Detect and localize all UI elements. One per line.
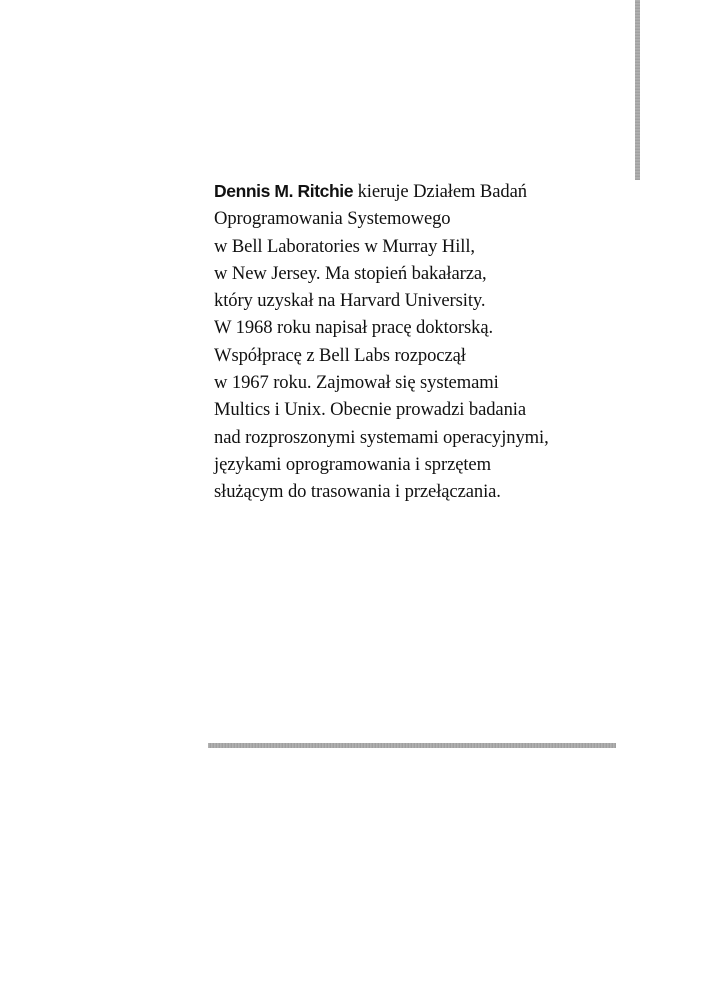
bio-line-12: służącym do trasowania i przełączania. bbox=[214, 481, 501, 503]
bio-line-5: który uzyskał na Harvard University. bbox=[214, 290, 486, 312]
bio-line-9: Multics i Unix. Obecnie prowadzi badania bbox=[214, 399, 527, 421]
bio-line-1-text: kieruje Działem Badań bbox=[353, 181, 527, 202]
bio-line-8: w 1967 roku. Zajmował się systemami bbox=[214, 372, 499, 394]
bio-line-11: językami oprogramowania i sprzętem bbox=[214, 453, 491, 475]
bio-line-2: Oprogramowania Systemowego bbox=[214, 208, 451, 230]
author-bio bbox=[214, 178, 614, 506]
horizontal-divider bbox=[208, 743, 616, 748]
bio-line-1 bbox=[214, 178, 614, 205]
bio-line-7: Współpracę z Bell Labs rozpoczął bbox=[214, 344, 466, 366]
bio-line-4: w New Jersey. Ma stopień bakałarza, bbox=[214, 262, 487, 284]
bio-line-3: w Bell Laboratories w Murray Hill, bbox=[214, 235, 475, 257]
bio-line-6: W 1968 roku napisał pracę doktorską. bbox=[214, 317, 494, 339]
bio-line-10: nad rozproszonymi systemami operacyjnymi, bbox=[214, 426, 549, 448]
vertical-divider bbox=[635, 0, 640, 180]
author-name: Dennis M. Ritchie bbox=[214, 181, 354, 201]
